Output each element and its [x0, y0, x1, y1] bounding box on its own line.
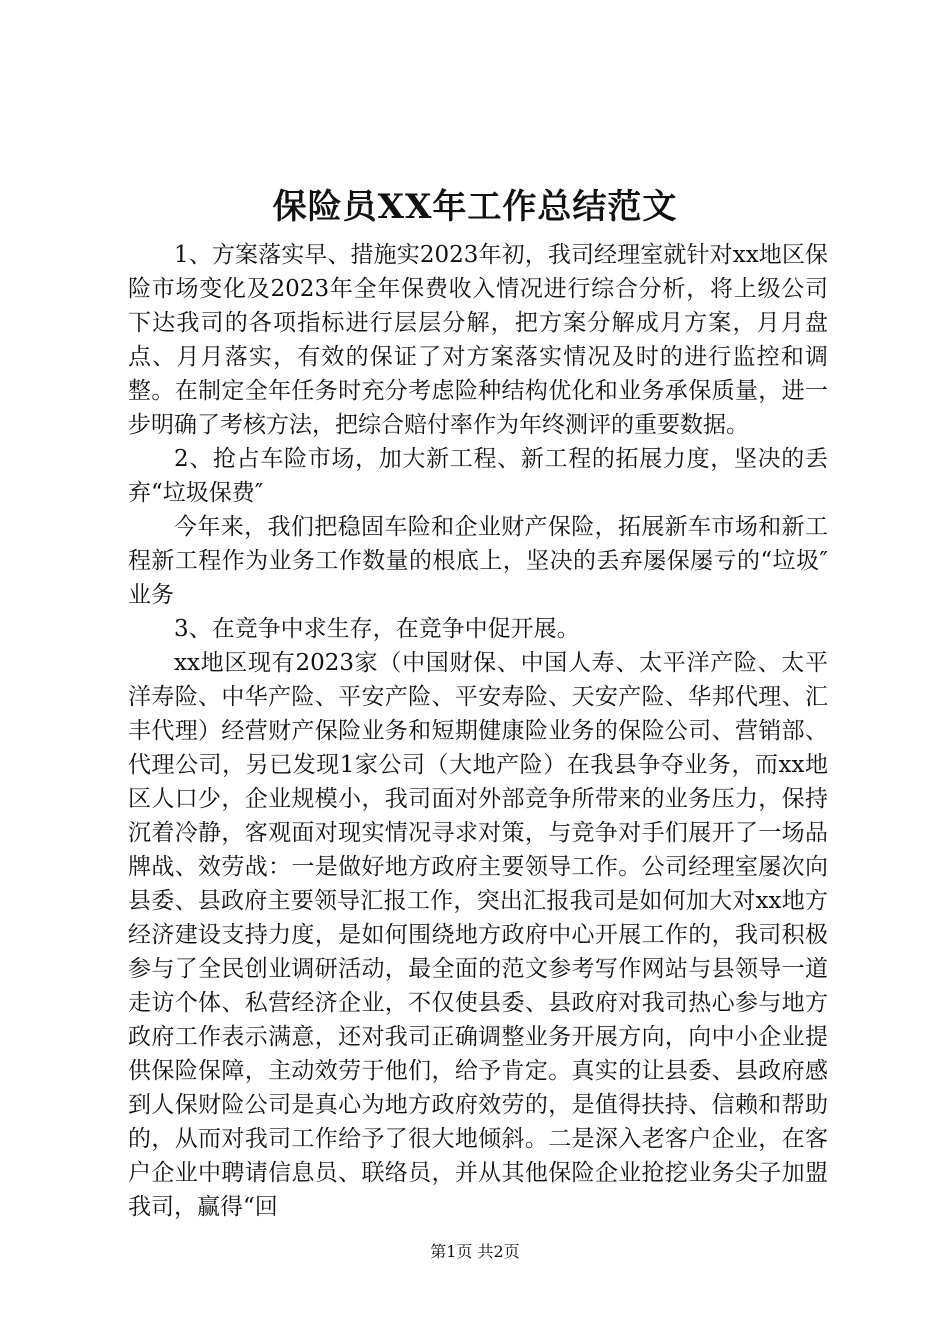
document-body — [128, 238, 828, 1224]
page-number-footer: 第1页 共2页 — [430, 1242, 520, 1261]
document-title: 保险员XX年工作总结范文 — [272, 187, 678, 227]
paragraph: 1、方案落实早、措施实2023年初，我司经理室就针对xx地区保险市场变化及2023年全年保费收入情况进行综合分析，将上级公司下达我司的各项指标进行层层分解，把方案分解成月方案，月月盘点、月月落实，有效的保证了对方案落实情况及时的进行监控和调整。在制定全年任务时充分考虑险种结构优化和业务承保质量，进一步明确了考核方法，把综合赔付率作为年终测评的重要数据。 — [128, 242, 828, 438]
paragraph: 2、抢占车险市场，加大新工程、新工程的拓展力度，坚决的丢弃“垃圾保费″ — [128, 446, 828, 506]
paragraph: 今年来，我们把稳固车险和企业财产保险，拓展新车市场和新工程新工程作为业务工作数量的根底上，坚决的丢弃屡保屡亏的“垃圾″业务 — [128, 514, 828, 608]
paragraph: xx地区现有2023家（中国财保、中国人寿、太平洋产险、太平洋寿险、中华产险、平安产险、平安寿险、天安产险、华邦代理、汇丰代理）经营财产保险业务和短期健康险业务的保险公司、营销部、代理公司，另已发现1家公司（大地产险）在我县争夺业务，而xx地区人口少，企业规模小，我司面对外部竞争所带来的业务压力，保持沉着冷静，客观面对现实情况寻求对策，与竞争对手们展开了一场品牌战、效劳战：一是做好地方政府主要领导工作。公司经理室屡次向县委、县政府主要领导汇报工作，突出汇报我司是如何加大对xx地方经济建设支持力度，是如何围绕地方政府中心开展工作的，我司积极参与了全民创业调研活动，最全面的范文参考写作网站与县领导一道走访个体、私营经济企业，不仅使县委、县政府对我司热心参与地方政府工作表示满意，还对我司正确调整业务开展方向，向中小企业提供保险保障，主动效劳于他们，给予肯定。真实的让县委、县政府感到人保财险公司是真心为地方政府效劳的，是值得扶持、信赖和帮助的，从而对我司工作给予了很大地倾斜。二是深入老客户企业，在客户企业中聘请信息员、联络员，并从其他保险企业抢挖业务尖子加盟我司，赢得“回 — [128, 650, 828, 1220]
paragraph: 3、在竞争中求生存，在竞争中促开展。 — [174, 616, 580, 642]
